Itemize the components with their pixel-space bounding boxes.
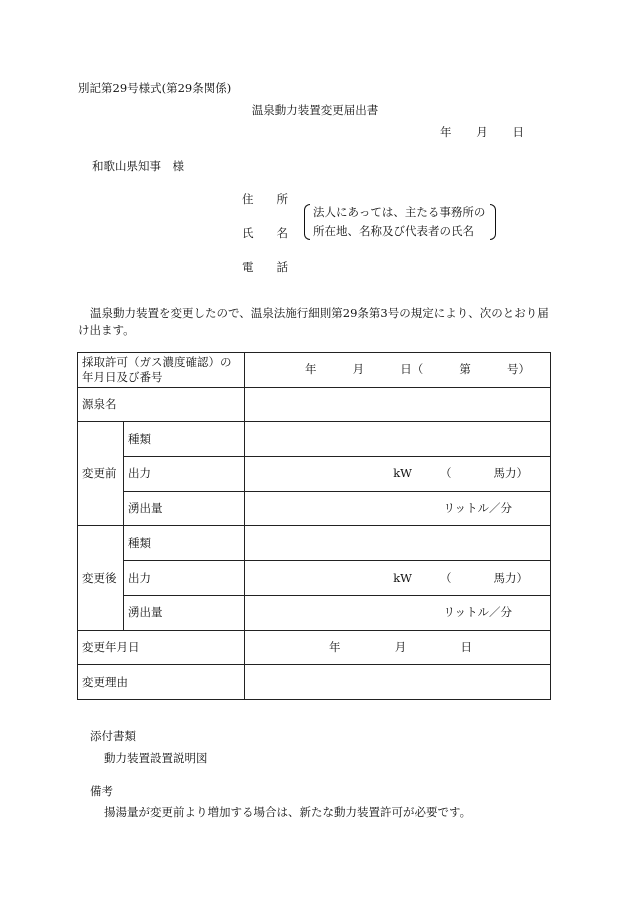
- table-row: [78, 561, 551, 596]
- phone-label-char1: 電: [242, 260, 254, 274]
- bracket-left: [304, 204, 310, 240]
- body-text: 温泉動力装置を変更したので、温泉法施行細則第29条第3号の規定により、次のとおり届け出ます。: [78, 306, 549, 337]
- date-year: 年: [440, 125, 452, 139]
- before-output-label: 出力: [124, 457, 245, 492]
- notes-heading: 備考: [90, 784, 113, 798]
- change-month: 月: [394, 639, 407, 654]
- name-label-char1: 氏: [242, 226, 254, 240]
- after-type-label: 種類: [124, 526, 245, 561]
- address-label: [242, 193, 288, 207]
- name-label: [242, 227, 288, 241]
- change-year: 年: [329, 639, 341, 654]
- table-row: [78, 387, 551, 422]
- name-label-char2: 名: [276, 226, 288, 240]
- source-label: 源泉名: [78, 387, 245, 422]
- notification-table: [77, 352, 551, 700]
- before-label: 変更前: [78, 422, 124, 526]
- permit-year: 年: [305, 362, 317, 377]
- after-flow-label: 湧出量: [124, 595, 245, 630]
- phone-label-char2: 話: [276, 260, 288, 274]
- table-row: [78, 665, 551, 700]
- before-output-value[interactable]: [245, 457, 551, 492]
- table-row: [78, 595, 551, 630]
- change-date-label: 変更年月日: [78, 630, 245, 665]
- table-row: [78, 526, 551, 561]
- before-paren-open: （: [440, 466, 452, 481]
- date-month: 月: [476, 125, 488, 139]
- permit-no: 第: [459, 362, 471, 377]
- before-flow-label: 湧出量: [124, 491, 245, 526]
- corporate-note-line1: 法人にあっては、主たる事務所の: [313, 205, 486, 219]
- document-title: 温泉動力装置変更届出書: [251, 103, 379, 117]
- table-row: [78, 491, 551, 526]
- after-hp-unit: 馬力）: [493, 570, 528, 585]
- reason-label: 変更理由: [78, 665, 245, 700]
- after-flow-unit: リットル／分: [443, 605, 512, 620]
- date-day: 日: [512, 125, 524, 139]
- after-label: 変更後: [78, 526, 124, 630]
- after-kw-unit: kW: [393, 570, 412, 585]
- reason-value[interactable]: [245, 665, 551, 700]
- table-row: [78, 422, 551, 457]
- before-flow-value[interactable]: [245, 491, 551, 526]
- table-row: [78, 353, 551, 388]
- table-row: [78, 457, 551, 492]
- attachments-heading: 添付書類: [90, 729, 136, 743]
- permit-day: 日（: [400, 362, 424, 377]
- change-date-value[interactable]: [245, 630, 551, 665]
- before-hp-unit: 馬力）: [493, 466, 528, 481]
- form-number: 別記第29号様式(第29条関係): [78, 81, 232, 95]
- before-type-label: 種類: [124, 422, 245, 457]
- permit-label: 採取許可（ガス濃度確認）の年月日及び番号: [78, 353, 245, 388]
- after-output-label: 出力: [124, 561, 245, 596]
- after-paren-open: （: [440, 570, 452, 585]
- notes-item: 揚湯量が変更前より増加する場合は、新たな動力装置許可が必要です。: [104, 805, 472, 819]
- submission-date: [440, 126, 524, 140]
- source-value[interactable]: [245, 387, 551, 422]
- before-type-value[interactable]: [245, 422, 551, 457]
- addressee: 和歌山県知事 様: [92, 159, 184, 173]
- table-row: [78, 630, 551, 665]
- after-flow-value[interactable]: [245, 595, 551, 630]
- corporate-note-line2: 所在地、名称及び代表者の氏名: [313, 224, 474, 238]
- attachments-item: 動力装置設置説明図: [104, 751, 208, 765]
- address-label-char1: 住: [242, 192, 254, 206]
- phone-label: [242, 261, 288, 275]
- address-label-char2: 所: [276, 192, 288, 206]
- bracket-right: [490, 204, 496, 240]
- permit-go: 号）: [507, 362, 530, 377]
- corporate-note: [304, 204, 496, 240]
- after-output-value[interactable]: [245, 561, 551, 596]
- before-kw-unit: kW: [393, 466, 412, 481]
- change-day: 日: [460, 639, 472, 654]
- before-flow-unit: リットル／分: [443, 501, 512, 516]
- permit-month: 月: [352, 362, 365, 377]
- after-type-value[interactable]: [245, 526, 551, 561]
- permit-value[interactable]: [245, 353, 551, 388]
